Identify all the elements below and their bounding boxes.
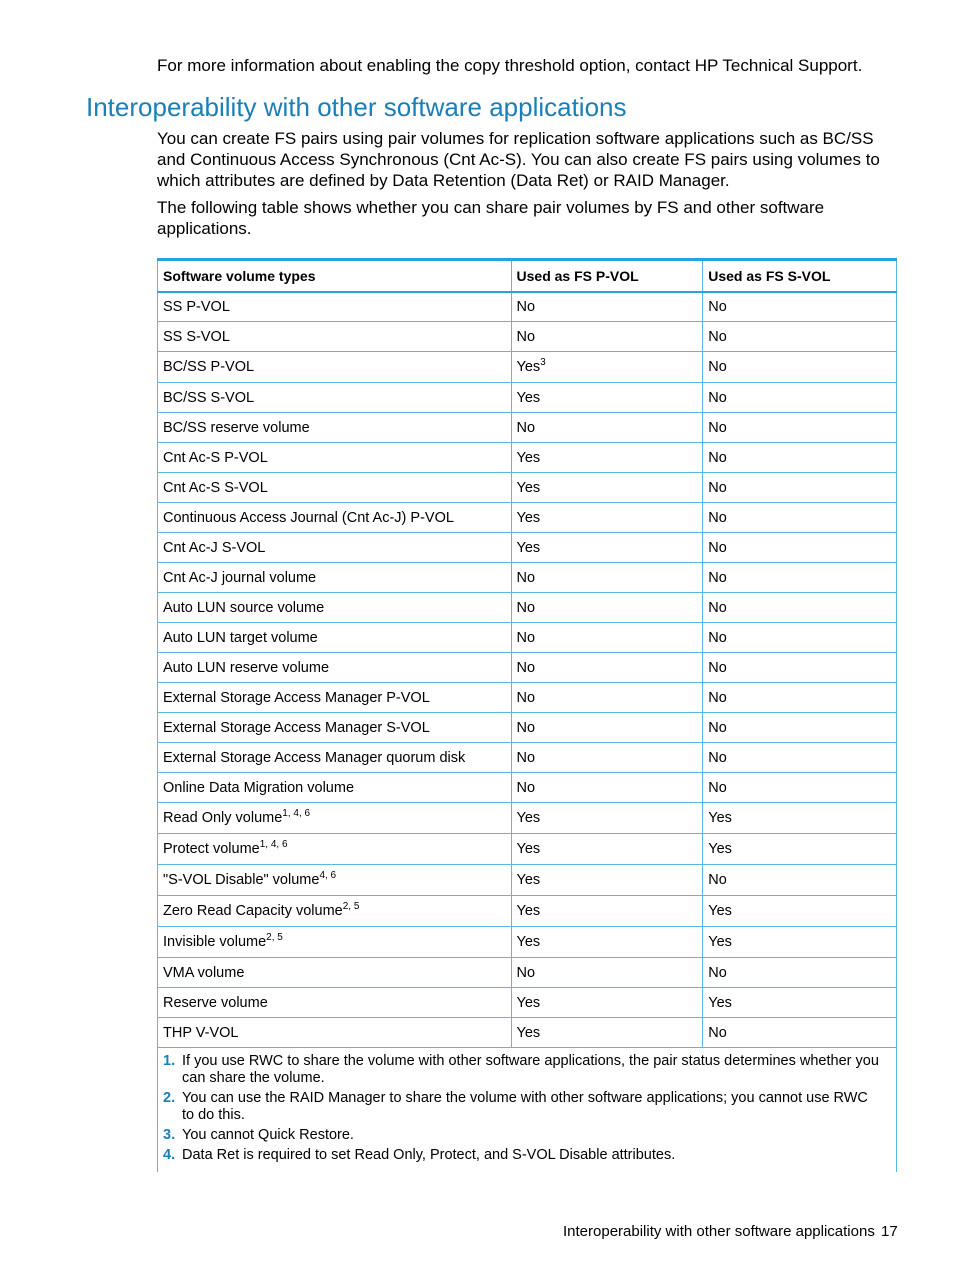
cell-fs-svol-text: No xyxy=(708,749,727,766)
cell-volume-type xyxy=(158,653,512,683)
cell-volume-type-text: "S-VOL Disable" volume xyxy=(163,872,320,888)
footnote-reference: 2, 5 xyxy=(266,932,283,943)
cell-fs-svol-text: No xyxy=(708,569,727,586)
cell-fs-pvol xyxy=(511,473,703,503)
cell-volume-type xyxy=(158,563,512,593)
cell-volume-type-text: Cnt Ac-J S-VOL xyxy=(163,539,266,556)
footnote-text: You cannot Quick Restore. xyxy=(182,1127,354,1143)
table-row xyxy=(158,743,897,773)
cell-volume-type xyxy=(158,352,512,383)
cell-fs-svol xyxy=(703,623,897,653)
cell-fs-svol xyxy=(703,383,897,413)
cell-fs-svol-text: No xyxy=(708,328,727,345)
compatibility-table-container xyxy=(157,258,897,1048)
cell-fs-svol-text: No xyxy=(708,629,727,646)
cell-fs-pvol-text: No xyxy=(516,298,536,315)
table-row xyxy=(158,593,897,623)
cell-fs-svol xyxy=(703,713,897,743)
header-software-volume-types: Software volume types xyxy=(158,260,512,292)
cell-volume-type xyxy=(158,803,512,834)
cell-fs-svol-text: Yes xyxy=(708,810,732,826)
cell-fs-pvol xyxy=(511,773,703,803)
cell-fs-pvol xyxy=(511,834,703,865)
cell-volume-type xyxy=(158,413,512,443)
table-header-row xyxy=(158,260,897,292)
cell-fs-svol xyxy=(703,958,897,988)
cell-volume-type-text: Cnt Ac-J journal volume xyxy=(163,569,317,586)
cell-fs-svol xyxy=(703,473,897,503)
cell-volume-type-text: SS S-VOL xyxy=(163,328,230,345)
table-intro-paragraph: The following table shows whether you can share pair volumes by FS and other software applications. xyxy=(157,198,825,238)
cell-fs-pvol xyxy=(511,803,703,834)
cell-fs-svol-text: No xyxy=(708,689,727,706)
cell-volume-type xyxy=(158,683,512,713)
cell-fs-pvol-text: No xyxy=(516,749,536,766)
cell-fs-pvol-text: No xyxy=(516,419,536,436)
footnote-number: 2. xyxy=(163,1090,176,1106)
table-row xyxy=(158,927,897,958)
cell-fs-pvol xyxy=(511,896,703,927)
footnote-reference: 1, 4, 6 xyxy=(282,808,311,819)
table-row xyxy=(158,958,897,988)
cell-fs-svol-text: No xyxy=(708,659,727,676)
cell-fs-svol-text: No xyxy=(708,964,727,981)
cell-fs-pvol-text: Yes xyxy=(516,872,541,888)
cell-fs-svol xyxy=(703,563,897,593)
cell-fs-pvol xyxy=(511,988,703,1018)
table-row xyxy=(158,383,897,413)
cell-fs-pvol xyxy=(511,383,703,413)
footnote-text: If you use RWC to share the volume with other software applications, the pair status determines whether you can share the volume. xyxy=(182,1053,879,1086)
cell-volume-type-text: Invisible volume xyxy=(163,934,267,950)
table-row xyxy=(158,1018,897,1048)
cell-fs-svol xyxy=(703,593,897,623)
table-row xyxy=(158,322,897,352)
table-row xyxy=(158,413,897,443)
cell-fs-pvol xyxy=(511,503,703,533)
cell-fs-pvol-text: No xyxy=(516,629,536,646)
section-heading: Interoperability with other software applications xyxy=(86,92,627,122)
table-row xyxy=(158,773,897,803)
table-body xyxy=(158,292,897,1048)
cell-volume-type xyxy=(158,322,512,352)
cell-fs-svol xyxy=(703,803,897,834)
cell-fs-pvol-text: Yes xyxy=(516,389,541,406)
cell-fs-pvol-text: No xyxy=(516,328,536,345)
cell-fs-pvol xyxy=(511,563,703,593)
cell-fs-pvol xyxy=(511,352,703,383)
cell-fs-pvol xyxy=(511,713,703,743)
cell-fs-pvol-text: Yes xyxy=(516,1024,541,1041)
cell-volume-type-text: External Storage Access Manager quorum disk xyxy=(163,749,466,766)
cell-fs-svol-text: No xyxy=(708,1024,727,1041)
cell-volume-type xyxy=(158,1018,512,1048)
cell-fs-svol xyxy=(703,988,897,1018)
table-row xyxy=(158,292,897,322)
cell-fs-pvol-text: Yes xyxy=(516,903,541,919)
page-number: 17 xyxy=(881,1223,898,1240)
cell-fs-svol xyxy=(703,1018,897,1048)
cell-volume-type xyxy=(158,743,512,773)
cell-volume-type-text: Reserve volume xyxy=(163,994,268,1011)
cell-volume-type xyxy=(158,773,512,803)
cell-fs-pvol-text: No xyxy=(516,599,536,616)
cell-fs-svol-text: No xyxy=(708,509,727,526)
compatibility-table xyxy=(157,258,897,1048)
cell-volume-type-text: SS P-VOL xyxy=(163,298,230,315)
intro-line: For more information about enabling the copy threshold option, contact HP Technical Support. xyxy=(157,56,863,75)
cell-fs-svol-text: No xyxy=(708,359,727,375)
cell-fs-pvol-text: No xyxy=(516,569,536,586)
cell-fs-svol xyxy=(703,443,897,473)
intro-paragraph: You can create FS pairs using pair volumes for replication software applications such as BC/SS and Continuous Access Synchronous (Cnt Ac-S). You can also create FS pairs using volumes to which attributes are defined by Data Retention (Data Ret) or RAID Manager. xyxy=(157,129,880,190)
cell-fs-pvol-text: Yes xyxy=(516,449,541,466)
cell-fs-svol-text: No xyxy=(708,539,727,556)
cell-fs-pvol-text: No xyxy=(516,779,536,796)
cell-fs-pvol-text: Yes xyxy=(516,509,541,526)
cell-fs-pvol-text: Yes xyxy=(516,479,541,496)
table-row xyxy=(158,623,897,653)
cell-volume-type xyxy=(158,443,512,473)
footnote-number: 4. xyxy=(163,1147,176,1163)
footnote-reference: 4, 6 xyxy=(319,870,337,881)
header-used-as-fs-pvol: Used as FS P-VOL xyxy=(511,260,703,292)
cell-volume-type xyxy=(158,533,512,563)
cell-fs-svol-text: Yes xyxy=(708,994,732,1011)
cell-fs-pvol-text: Yes xyxy=(516,841,541,857)
cell-volume-type xyxy=(158,593,512,623)
cell-fs-svol-text: No xyxy=(708,599,727,616)
cell-volume-type-text: Zero Read Capacity volume xyxy=(163,903,343,919)
cell-volume-type-text: BC/SS P-VOL xyxy=(163,359,255,375)
cell-fs-svol-text: No xyxy=(708,479,727,496)
cell-volume-type xyxy=(158,503,512,533)
cell-volume-type xyxy=(158,896,512,927)
table-row xyxy=(158,896,897,927)
cell-volume-type xyxy=(158,383,512,413)
cell-volume-type xyxy=(158,292,512,322)
cell-fs-pvol xyxy=(511,593,703,623)
cell-fs-svol xyxy=(703,683,897,713)
cell-fs-svol-text: No xyxy=(708,389,727,406)
cell-volume-type-text: Cnt Ac-S P-VOL xyxy=(163,449,268,466)
cell-volume-type xyxy=(158,865,512,896)
cell-fs-pvol xyxy=(511,623,703,653)
footnote-number: 3. xyxy=(163,1127,176,1143)
cell-fs-pvol-text: No xyxy=(516,964,536,981)
cell-fs-svol xyxy=(703,896,897,927)
table-row xyxy=(158,503,897,533)
cell-volume-type-text: Protect volume xyxy=(163,841,260,857)
cell-fs-svol xyxy=(703,533,897,563)
cell-volume-type-text: Auto LUN source volume xyxy=(163,599,325,616)
cell-volume-type xyxy=(158,988,512,1018)
footer-title: Interoperability with other software applications xyxy=(563,1223,875,1240)
table-row xyxy=(158,443,897,473)
table-footnotes xyxy=(157,1048,897,1172)
footnote-item xyxy=(163,1090,884,1124)
cell-fs-svol-text: Yes xyxy=(708,841,732,857)
footnote-reference: 3 xyxy=(540,357,546,368)
cell-volume-type xyxy=(158,713,512,743)
footnote-reference: 1, 4, 6 xyxy=(259,839,288,850)
cell-volume-type-text: Read Only volume xyxy=(163,810,283,826)
cell-volume-type-text: Auto LUN reserve volume xyxy=(163,659,330,676)
cell-volume-type-text: BC/SS S-VOL xyxy=(163,389,255,406)
table-row xyxy=(158,563,897,593)
cell-fs-pvol-text: Yes xyxy=(516,810,541,826)
cell-fs-pvol xyxy=(511,533,703,563)
table-row xyxy=(158,713,897,743)
cell-fs-pvol xyxy=(511,1018,703,1048)
cell-fs-svol xyxy=(703,865,897,896)
table-row xyxy=(158,988,897,1018)
cell-fs-svol xyxy=(703,743,897,773)
table-row xyxy=(158,834,897,865)
cell-fs-svol-text: No xyxy=(708,449,727,466)
cell-fs-pvol xyxy=(511,653,703,683)
cell-volume-type-text: External Storage Access Manager P-VOL xyxy=(163,689,430,706)
cell-volume-type-text: THP V-VOL xyxy=(163,1024,239,1041)
cell-fs-svol xyxy=(703,322,897,352)
cell-fs-pvol-text: No xyxy=(516,719,536,736)
cell-volume-type xyxy=(158,834,512,865)
cell-fs-pvol-text: Yes xyxy=(516,994,541,1011)
cell-fs-pvol xyxy=(511,865,703,896)
table-row xyxy=(158,653,897,683)
cell-fs-pvol xyxy=(511,322,703,352)
footnote-text: You can use the RAID Manager to share the volume with other software applications; you cannot use RWC to do this. xyxy=(182,1090,868,1123)
header-used-as-fs-svol: Used as FS S-VOL xyxy=(703,260,897,292)
cell-fs-svol xyxy=(703,773,897,803)
cell-fs-svol-text: No xyxy=(708,872,727,888)
cell-fs-pvol xyxy=(511,292,703,322)
table-row xyxy=(158,533,897,563)
cell-fs-svol-text: Yes xyxy=(708,934,732,950)
cell-fs-svol xyxy=(703,292,897,322)
cell-volume-type-text: Auto LUN target volume xyxy=(163,629,318,646)
table-row xyxy=(158,352,897,383)
cell-volume-type-text: Continuous Access Journal (Cnt Ac-J) P-VOL xyxy=(163,509,454,526)
cell-volume-type xyxy=(158,927,512,958)
cell-volume-type-text: BC/SS reserve volume xyxy=(163,419,310,436)
cell-fs-svol xyxy=(703,834,897,865)
cell-fs-pvol-text: Yes xyxy=(516,934,541,950)
cell-fs-svol-text: No xyxy=(708,719,727,736)
footnote-item xyxy=(163,1147,884,1164)
cell-fs-svol-text: No xyxy=(708,298,727,315)
table-row xyxy=(158,683,897,713)
cell-fs-svol xyxy=(703,352,897,383)
table-row xyxy=(158,473,897,503)
cell-volume-type-text: VMA volume xyxy=(163,964,245,981)
cell-fs-svol xyxy=(703,653,897,683)
cell-fs-pvol-text: Yes xyxy=(516,539,541,556)
table-row xyxy=(158,803,897,834)
footnote-item xyxy=(163,1127,884,1144)
cell-fs-svol xyxy=(703,927,897,958)
cell-fs-pvol xyxy=(511,958,703,988)
cell-volume-type-text: Online Data Migration volume xyxy=(163,779,355,796)
cell-fs-pvol-text: No xyxy=(516,659,536,676)
cell-volume-type xyxy=(158,958,512,988)
cell-fs-svol xyxy=(703,413,897,443)
cell-fs-pvol-text: Yes xyxy=(516,359,541,375)
cell-fs-svol-text: No xyxy=(708,419,727,436)
cell-volume-type-text: Cnt Ac-S S-VOL xyxy=(163,479,268,496)
cell-volume-type xyxy=(158,473,512,503)
cell-fs-svol-text: Yes xyxy=(708,903,732,919)
footnote-text: Data Ret is required to set Read Only, Protect, and S-VOL Disable attributes. xyxy=(182,1147,676,1163)
footnote-reference: 2, 5 xyxy=(342,901,360,912)
cell-fs-pvol xyxy=(511,413,703,443)
cell-fs-svol-text: No xyxy=(708,779,727,796)
footnote-item xyxy=(163,1053,884,1087)
table-row xyxy=(158,865,897,896)
cell-fs-pvol xyxy=(511,743,703,773)
cell-fs-pvol xyxy=(511,443,703,473)
cell-volume-type-text: External Storage Access Manager S-VOL xyxy=(163,719,430,736)
cell-fs-svol xyxy=(703,503,897,533)
cell-fs-pvol-text: No xyxy=(516,689,536,706)
cell-volume-type xyxy=(158,623,512,653)
footnote-number: 1. xyxy=(163,1053,176,1069)
cell-fs-pvol xyxy=(511,927,703,958)
cell-fs-pvol xyxy=(511,683,703,713)
